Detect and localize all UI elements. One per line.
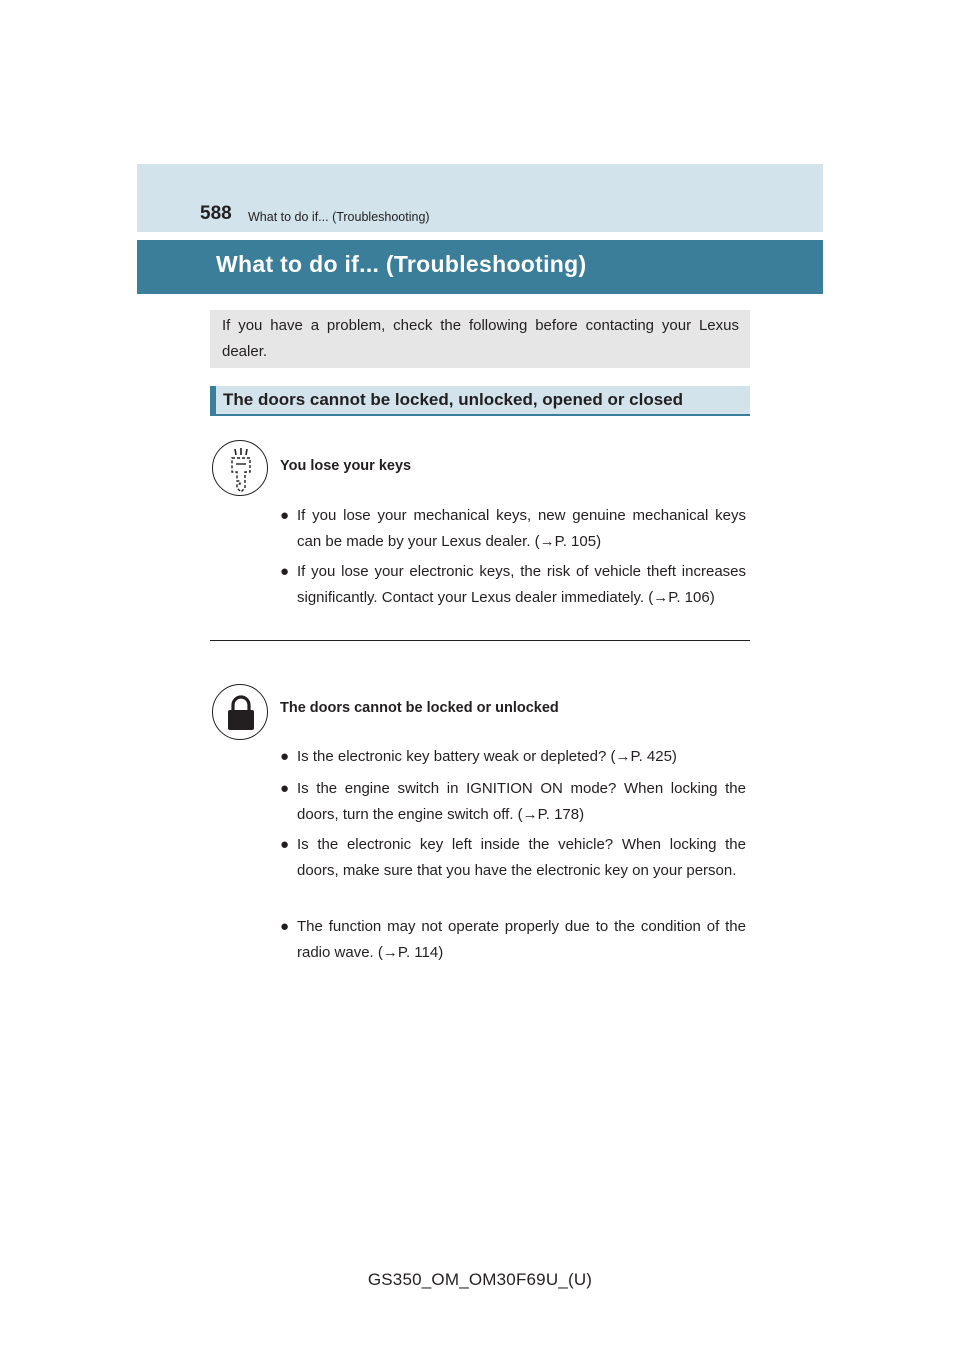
bullet-icon: ● xyxy=(280,918,290,935)
running-head: What to do if... (Troubleshooting) xyxy=(248,210,430,224)
intro-text: If you have a problem, check the following before contacting your Lexus dealer. xyxy=(222,317,739,360)
list-item xyxy=(280,914,746,966)
key-icon xyxy=(212,440,268,496)
list-item-text: If you lose your electronic keys, the risk of vehicle theft increases significantly. Contact your Lexus dealer immediately. (→P. 106) xyxy=(297,563,746,606)
list-item-text: Is the engine switch in IGNITION ON mode? When locking the doors, turn the engine switch off. (→P. 178) xyxy=(297,780,746,823)
list-item xyxy=(280,503,746,555)
list-item-text: The function may not operate properly due to the condition of the radio wave. (→P. 114) xyxy=(297,918,746,961)
padlock-icon xyxy=(212,684,268,740)
bullet-icon: ● xyxy=(280,836,290,853)
section-heading: The doors cannot be locked, unlocked, opened or closed xyxy=(223,390,684,409)
list-item-text: Is the electronic key left inside the vehicle? When locking the doors, make sure that you have the electronic key on your person. xyxy=(297,836,746,879)
document-code: GS350_OM_OM30F69U_(U) xyxy=(367,1270,593,1289)
list-item-text: Is the electronic key battery weak or depleted? (→P. 425) xyxy=(297,748,677,765)
list-item xyxy=(280,832,746,884)
subsection-heading-keys: You lose your keys xyxy=(280,458,412,474)
list-item-text: If you lose your mechanical keys, new genuine mechanical keys can be made by your Lexus dealer. (→P. 105) xyxy=(297,507,746,550)
bullet-icon: ● xyxy=(280,507,290,524)
subsection-heading-locks: The doors cannot be locked or unlocked xyxy=(280,700,559,716)
bullet-icon: ● xyxy=(280,748,290,765)
bullet-icon: ● xyxy=(280,563,290,580)
header-band xyxy=(137,164,823,232)
list-item xyxy=(280,744,746,770)
list-item xyxy=(280,776,746,828)
list-item xyxy=(280,559,746,611)
page-number: 588 xyxy=(200,203,232,224)
bullet-icon: ● xyxy=(280,780,290,797)
page-title: What to do if... (Troubleshooting) xyxy=(216,251,587,277)
divider xyxy=(210,640,750,641)
